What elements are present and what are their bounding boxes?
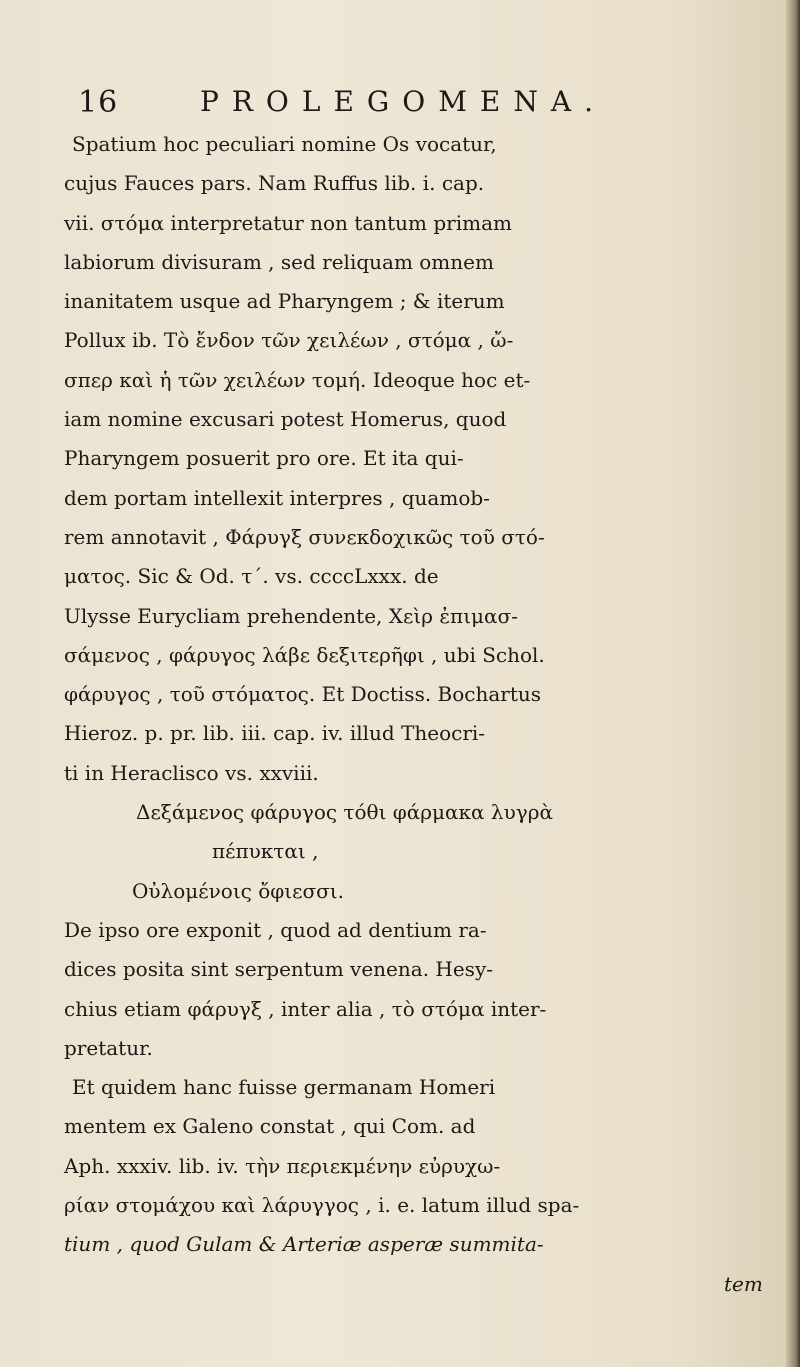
page-number: 16 bbox=[78, 85, 119, 120]
text-line: Pharyngem posuerit pro ore. Et ita qui- bbox=[64, 446, 464, 471]
text-line: Spatium hoc peculiari nomine Os vocatur, bbox=[72, 132, 497, 156]
catchword: tem bbox=[724, 1271, 763, 1296]
text-line: σπερ καὶ ἡ τῶν χειλέων τομή. Ideoque hoc et- bbox=[64, 367, 531, 392]
text-line: vii. στόμα interpretatur non tantum primam bbox=[64, 210, 512, 235]
text-line: Et quidem hanc fuisse germanam Homeri bbox=[72, 1075, 496, 1100]
text-line: chius etiam φάρυγξ , inter alia , τὸ στόμα inter- bbox=[64, 996, 547, 1021]
text-line: dices posita sint serpentum venena. Hesy- bbox=[64, 957, 494, 982]
text-line: tium , quod Gulam & Arteriæ asperæ summita- bbox=[64, 1232, 544, 1257]
greek-quote-line: Οὐλομένοις ὄφιεσσι. bbox=[132, 878, 344, 903]
text-line: pretatur. bbox=[64, 1035, 153, 1060]
text-line: ματος. Sic & Od. τ΄. vs. ccccLxxx. de bbox=[64, 564, 439, 589]
running-title: PROLEGOMENA. bbox=[200, 85, 606, 118]
text-line: rem annotavit , Φάρυγξ συνεκδοχικῶς τοῦ στό- bbox=[64, 524, 545, 549]
text-line: Ulysse Eurycliam prehendente, Χεὶρ ἐπιμασ- bbox=[64, 603, 518, 628]
text-line: De ipso ore exponit , quod ad dentium ra- bbox=[64, 917, 487, 942]
greek-quote-line: Δεξάμενος φάρυγος τόθι φάρμακα λυγρὰ bbox=[136, 800, 553, 825]
text-line: Hieroz. p. pr. lib. iii. cap. iv. illud Theocri- bbox=[64, 721, 486, 746]
page-text bbox=[64, 125, 782, 1304]
text-line: mentem ex Galeno constat , qui Com. ad bbox=[64, 1114, 476, 1139]
text-line: ti in Heraclisco vs. xxviii. bbox=[64, 760, 319, 785]
text-line: Aph. xxxiv. lib. iv. τὴν περιεκμένην εὐρυχω- bbox=[64, 1153, 501, 1178]
text-line: labiorum divisuram , sed reliquam omnem bbox=[64, 249, 494, 274]
text-line: inanitatem usque ad Pharyngem ; & iterum bbox=[64, 289, 505, 314]
running-header bbox=[66, 85, 766, 125]
text-line: φάρυγος , τοῦ στόματος. Et Doctiss. Bochartus bbox=[64, 682, 542, 707]
page-edge bbox=[786, 0, 800, 1367]
text-line: Pollux ib. Τὸ ἔνδον τῶν χειλέων , στόμα , ὤ- bbox=[64, 328, 514, 353]
text-line: cujus Fauces pars. Nam Ruffus lib. i. cap. bbox=[64, 171, 485, 196]
text-line: iam nomine excusari potest Homerus, quod bbox=[64, 407, 507, 432]
greek-quote-line: πέπυκται , bbox=[212, 839, 319, 864]
text-line: dem portam intellexit interpres , quamob- bbox=[64, 485, 490, 510]
text-line: σάμενος , φάρυγος λάβε δεξιτερῆφι , ubi Schol. bbox=[64, 642, 545, 667]
text-line: ρίαν στομάχου καὶ λάρυγγος , i. e. latum illud spa- bbox=[64, 1193, 580, 1218]
